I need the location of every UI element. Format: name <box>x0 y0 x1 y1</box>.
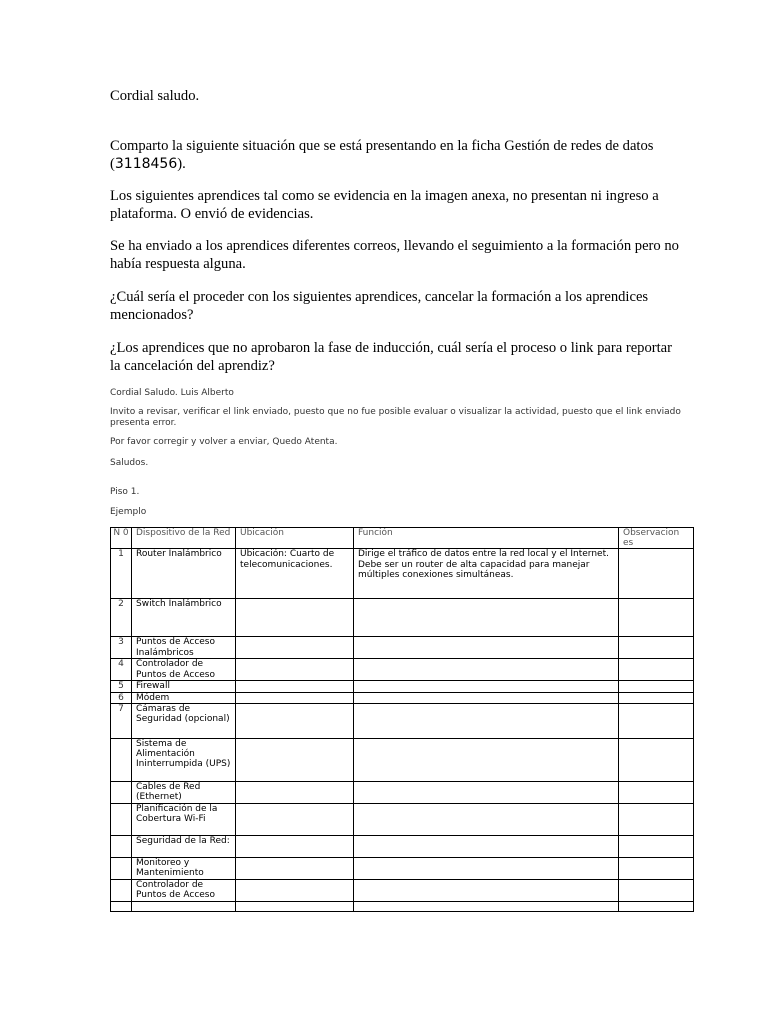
row-number: 5 <box>111 681 132 692</box>
row-notes <box>619 835 694 857</box>
row-function <box>354 738 619 781</box>
row-notes <box>619 738 694 781</box>
header-notes: Observacion es <box>619 528 694 549</box>
table-row <box>111 637 694 659</box>
row-location <box>236 738 354 781</box>
table-row <box>111 599 694 637</box>
row-device: Router Inalámbrico <box>132 549 236 599</box>
row-device: Sistema de Alimentación Ininterrumpida (UPS) <box>132 738 236 781</box>
row-function <box>354 659 619 681</box>
table-row <box>111 738 694 781</box>
header-function: Función <box>354 528 619 549</box>
table-row <box>111 835 694 857</box>
header-device: Dispositivo de la Red <box>132 528 236 549</box>
reply-instructions: Invito a revisar, verificar el link enviado, puesto que no fue posible evaluar o visualizar la actividad, puesto que el link enviado presenta error. <box>110 407 681 428</box>
row-number: 1 <box>111 549 132 599</box>
row-function <box>354 781 619 803</box>
row-notes <box>619 549 694 599</box>
table-row <box>111 803 694 835</box>
table-row <box>111 879 694 901</box>
row-number <box>111 738 132 781</box>
row-device: Controlador de Puntos de Acceso <box>132 659 236 681</box>
row-notes <box>619 637 694 659</box>
row-function <box>354 803 619 835</box>
row-function <box>354 901 619 911</box>
table-header-row <box>111 528 694 549</box>
row-number: 3 <box>111 637 132 659</box>
table-row <box>111 659 694 681</box>
table-row <box>111 692 694 703</box>
row-device: Cámaras de Seguridad (opcional) <box>132 703 236 738</box>
network-devices-table <box>110 527 694 912</box>
reply-greeting: Cordial Saludo. Luis Alberto <box>110 388 234 398</box>
row-device: Módem <box>132 692 236 703</box>
floor-label: Piso 1. <box>110 487 140 497</box>
greeting: Cordial saludo. <box>110 88 200 104</box>
row-location <box>236 835 354 857</box>
row-device: Seguridad de la Red: <box>132 835 236 857</box>
row-notes <box>619 681 694 692</box>
p1-text-before: Comparto la siguiente situación que se está presentando en la ficha Gestión de redes de datos ( <box>110 138 654 172</box>
row-number <box>111 857 132 879</box>
row-device: Monitoreo y Mantenimiento <box>132 857 236 879</box>
row-location <box>236 692 354 703</box>
row-number <box>111 803 132 835</box>
table-row <box>111 681 694 692</box>
row-location <box>236 879 354 901</box>
paragraph-question-2: ¿Los aprendices que no aprobaron la fase de inducción, cuál sería el proceso o link para reportar la cancelación del aprendiz? <box>110 340 673 374</box>
table-row <box>111 781 694 803</box>
row-function <box>354 599 619 637</box>
row-function: Dirige el tráfico de datos entre la red local y el Internet. Debe ser un router de alta capacidad para manejar múltiples conexiones simultáneas. <box>354 549 619 599</box>
paragraph-learners: Los siguientes aprendices tal como se evidencia en la imagen anexa, no presentan ni ingreso a plataforma. O envió de evidencias. <box>110 188 659 222</box>
row-number <box>111 781 132 803</box>
table-row <box>111 703 694 738</box>
header-location: Ubicación <box>236 528 354 549</box>
row-location <box>236 703 354 738</box>
row-device <box>132 901 236 911</box>
row-device: Planificación de la Cobertura Wi-Fi <box>132 803 236 835</box>
row-location <box>236 659 354 681</box>
reply-correction: Por favor corregir y volver a enviar, Quedo Atenta. <box>110 437 338 447</box>
row-device: Puntos de Acceso Inalámbricos <box>132 637 236 659</box>
row-device: Cables de Red (Ethernet) <box>132 781 236 803</box>
table-body <box>111 549 694 911</box>
row-number <box>111 901 132 911</box>
row-location <box>236 803 354 835</box>
row-notes <box>619 692 694 703</box>
row-location <box>236 901 354 911</box>
row-notes <box>619 659 694 681</box>
row-location <box>236 681 354 692</box>
row-number <box>111 879 132 901</box>
row-notes <box>619 599 694 637</box>
row-number: 4 <box>111 659 132 681</box>
paragraph-situation <box>110 137 680 173</box>
row-location: Ubicación: Cuarto de telecomunicaciones. <box>236 549 354 599</box>
table-row <box>111 549 694 599</box>
p1-text-after: ). <box>177 156 186 172</box>
row-number <box>111 835 132 857</box>
row-function <box>354 857 619 879</box>
row-function <box>354 637 619 659</box>
row-function <box>354 681 619 692</box>
row-location <box>236 637 354 659</box>
row-function <box>354 692 619 703</box>
row-number: 6 <box>111 692 132 703</box>
row-notes <box>619 781 694 803</box>
row-number: 2 <box>111 599 132 637</box>
table-row <box>111 857 694 879</box>
row-device: Firewall <box>132 681 236 692</box>
row-notes <box>619 703 694 738</box>
row-number: 7 <box>111 703 132 738</box>
row-device: Switch Inalámbrico <box>132 599 236 637</box>
table-row <box>111 901 694 911</box>
row-function <box>354 879 619 901</box>
paragraph-emails: Se ha enviado a los aprendices diferentes correos, llevando el seguimiento a la formación pero no había respuesta alguna. <box>110 238 679 272</box>
row-function <box>354 703 619 738</box>
row-notes <box>619 879 694 901</box>
ficha-number: 3118456 <box>114 156 178 172</box>
row-device: Controlador de Puntos de Acceso <box>132 879 236 901</box>
header-number: N 0 <box>111 528 132 549</box>
row-location <box>236 781 354 803</box>
row-location <box>236 857 354 879</box>
reply-closing: Saludos. <box>110 458 149 468</box>
row-notes <box>619 901 694 911</box>
row-notes <box>619 857 694 879</box>
row-function <box>354 835 619 857</box>
row-location <box>236 599 354 637</box>
paragraph-question-1: ¿Cuál sería el proceder con los siguientes aprendices, cancelar la formación a los aprendices mencionados? <box>110 289 649 323</box>
example-label: Ejemplo <box>110 507 147 517</box>
row-notes <box>619 803 694 835</box>
